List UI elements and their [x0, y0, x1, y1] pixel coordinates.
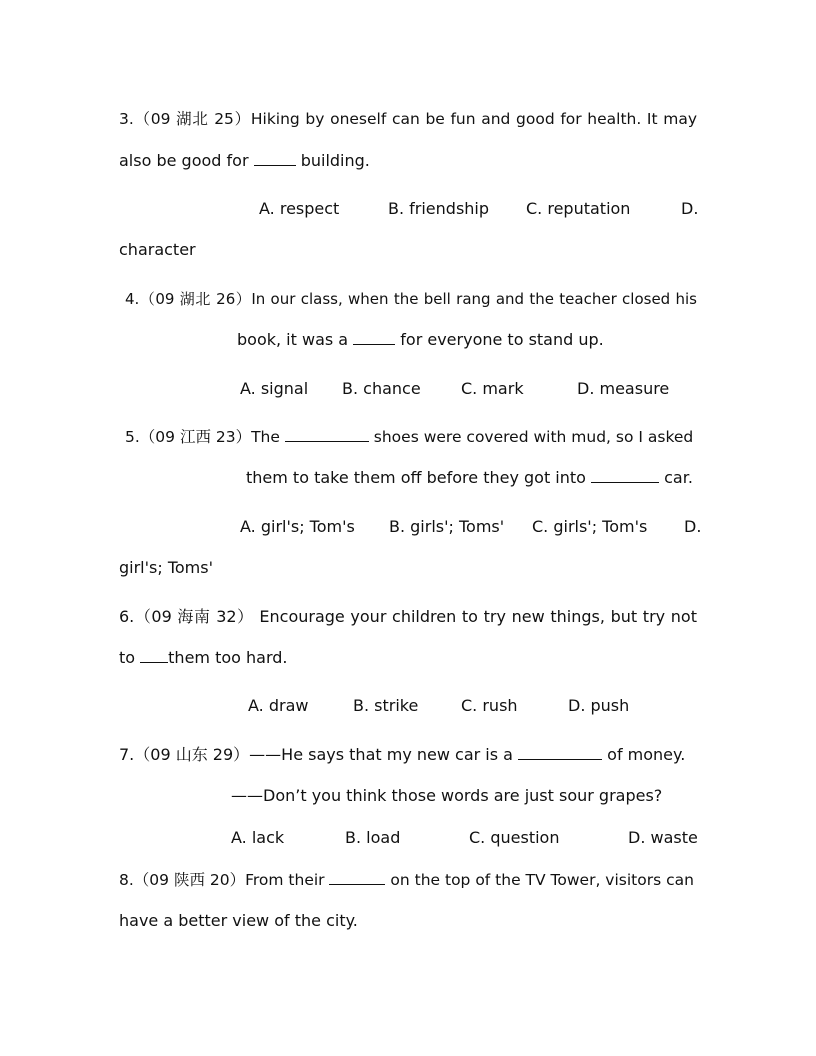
- question-4-stem-line-1: 4.（09 湖北 26）In our class, when the bell rang and the teacher closed his: [125, 290, 697, 308]
- question-8-stem-line-1: [119, 869, 697, 891]
- question-5-option-d-label: D.: [684, 517, 702, 536]
- question-3-text-a: also be good for: [119, 151, 254, 170]
- answer-blank: [518, 745, 602, 760]
- question-6-stem-line-2: [119, 647, 697, 669]
- question-4-text-b: for everyone to stand up.: [395, 330, 604, 349]
- question-6-option-c: C. rush: [461, 696, 518, 715]
- question-4-option-a: A. signal: [240, 379, 309, 398]
- question-8-text-a: 8.（09 陕西 20）From their: [119, 871, 330, 889]
- answer-blank: [285, 427, 369, 442]
- answer-blank: [329, 870, 385, 885]
- question-6-option-d: D. push: [568, 696, 630, 715]
- question-3-stem-line-1: 3.（09 湖北 25）Hiking by oneself can be fun and good for health. It may: [119, 110, 697, 128]
- question-8-text-b: on the top of the TV Tower, visitors can: [385, 871, 694, 889]
- question-6-text-a: to: [119, 648, 141, 667]
- question-3-option-d-text: character: [119, 240, 196, 259]
- question-7-option-b: B. load: [345, 828, 401, 847]
- question-6-text-b: them too hard.: [168, 648, 288, 667]
- question-5-text-d: car.: [659, 468, 693, 487]
- question-3-option-a: A. respect: [259, 199, 340, 218]
- question-5-option-d-text: girl's; Toms': [119, 558, 213, 577]
- question-3-option-d-label: D.: [681, 199, 699, 218]
- question-5-text-a: 5.（09 江西 23）The: [125, 428, 285, 446]
- question-5-text-c: them to take them off before they got into: [246, 468, 592, 487]
- question-3-option-c: C. reputation: [526, 199, 631, 218]
- question-5-stem-line-2: [246, 467, 697, 489]
- answer-blank: [353, 330, 395, 345]
- question-4-option-b: B. chance: [342, 379, 421, 398]
- question-5-option-a: A. girl's; Tom's: [240, 517, 355, 536]
- question-3-text-b: building.: [295, 151, 370, 170]
- question-5-text-b: shoes were covered with mud, so I asked: [368, 428, 694, 446]
- question-4-option-d: D. measure: [577, 379, 670, 398]
- question-4-option-c: C. mark: [461, 379, 524, 398]
- question-5-option-c: C. girls'; Tom's: [532, 517, 648, 536]
- question-7-option-a: A. lack: [231, 828, 285, 847]
- question-8-stem-line-2: have a better view of the city.: [119, 911, 358, 930]
- question-5-stem-line-1: [125, 426, 697, 448]
- question-7-stem-line-1: [119, 744, 697, 766]
- question-6-stem-line-1: 6.（09 海南 32） Encourage your children to try new things, but try not: [119, 607, 697, 626]
- question-7-text-a: 7.（09 山东 29）——He says that my new car is a: [119, 745, 519, 764]
- question-7-stem-line-2: ——Don’t you think those words are just sour grapes?: [231, 786, 663, 805]
- answer-blank: [140, 648, 168, 663]
- answer-blank: [591, 468, 659, 483]
- question-7-option-c: C. question: [469, 828, 560, 847]
- question-6-option-a: A. draw: [248, 696, 309, 715]
- question-3-stem-line-2: [119, 150, 697, 172]
- question-4-stem-line-2: [237, 329, 697, 351]
- question-7-text-b: of money.: [602, 745, 686, 764]
- answer-blank: [254, 151, 296, 166]
- question-5-option-b: B. girls'; Toms': [389, 517, 505, 536]
- question-7-option-d: D. waste: [628, 828, 698, 847]
- question-6-option-b: B. strike: [353, 696, 419, 715]
- question-4-text-a: book, it was a: [237, 330, 354, 349]
- question-3-option-b: B. friendship: [388, 199, 490, 218]
